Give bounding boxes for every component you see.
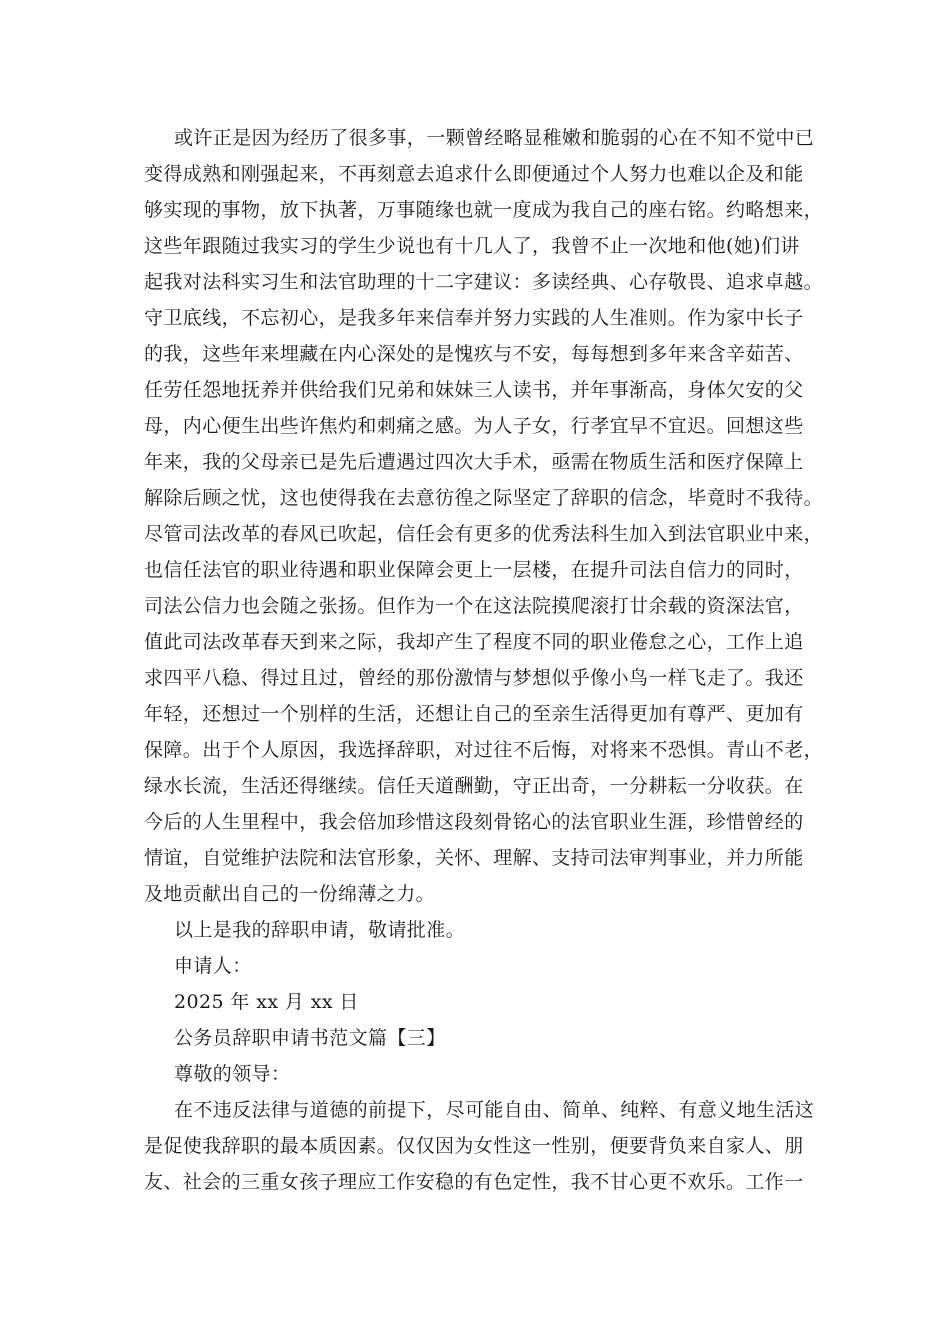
date-text: 2025 年 xx 月 xx 日 — [174, 991, 359, 1013]
paragraph-line: 的我，这些年来埋藏在内心深处的是愧疚与不安，每每想到多年来含辛茹苦、 — [144, 343, 804, 365]
paragraph-line: 情谊，自觉维护法院和法官形象，关怀、理解、支持司法审判事业，并力所能 — [144, 847, 804, 869]
paragraph-line: 这些年跟随过我实习的学生少说也有十几人了，我曾不止一次地和他(她)们讲 — [144, 235, 800, 257]
paragraph-line: 值此司法改革春天到来之际，我却产生了程度不同的职业倦怠之心，工作上追 — [144, 631, 804, 653]
paragraph-line: 尽管司法改革的春风已吹起，信任会有更多的优秀法科生加入到法官职业中来， — [144, 523, 824, 545]
paragraph-line: 年来，我的父母亲已是先后遭遇过四次大手术，亟需在物质生活和医疗保障上 — [144, 451, 804, 473]
salutation: 尊敬的领导： — [174, 1063, 291, 1085]
paragraph-line: 也信任法官的职业待遇和职业保障会更上一层楼，在提升司法自信力的同时， — [144, 559, 804, 581]
paragraph-line: 友、社会的三重女孩子理应工作安稳的有色定性，我不甘心更不欢乐。工作一 — [144, 1171, 804, 1193]
closing-text: 以上是我的辞职申请，敬请批准。 — [174, 919, 466, 941]
paragraph-line: 年轻，还想过一个别样的生活，还想让自己的至亲生活得更加有尊严、更加有 — [144, 703, 804, 725]
paragraph-line: 是促使我辞职的最本质因素。仅仅因为女性这一性别，便要背负来自家人、朋 — [144, 1135, 804, 1157]
paragraph-line: 保障。出于个人原因，我选择辞职，对过往不后悔，对将来不恐惧。青山不老， — [144, 739, 824, 761]
section-title: 公务员辞职申请书范文篇【三】 — [174, 1027, 446, 1049]
paragraph-line: 母，内心便生出些许焦灼和刺痛之感。为人子女，行孝宜早不宜迟。回想这些 — [144, 415, 804, 437]
paragraph-line: 或许正是因为经历了很多事，一颗曾经略显稚嫩和脆弱的心在不知不觉中已 — [174, 127, 815, 149]
paragraph-line: 任劳任怨地抚养并供给我们兄弟和妹妹三人读书，并年事渐高，身体欠安的父 — [144, 379, 804, 401]
paragraph-line: 在不违反法律与道德的前提下，尽可能自由、简单、纯粹、有意义地生活这 — [174, 1099, 815, 1121]
paragraph-line: 够实现的事物，放下执著，万事随缘也就一度成为我自己的座右铭。约略想来， — [144, 199, 824, 221]
paragraph-line: 求四平八稳、得过且过，曾经的那份激情与梦想似乎像小鸟一样飞走了。我还 — [144, 667, 804, 689]
paragraph-line: 及地贡献出自己的一份绵薄之力。 — [144, 883, 436, 905]
paragraph-line: 解除后顾之忧，这也使得我在去意彷徨之际坚定了辞职的信念，毕竟时不我待。 — [144, 487, 824, 509]
paragraph-line: 今后的人生里程中，我会倍加珍惜这段刻骨铭心的法官职业生涯，珍惜曾经的 — [144, 811, 804, 833]
paragraph-line: 司法公信力也会随之张扬。但作为一个在这法院摸爬滚打廿余载的资深法官， — [144, 595, 804, 617]
paragraph-line: 变得成熟和刚强起来，不再刻意去追求什么即便通过个人努力也难以企及和能 — [144, 163, 804, 185]
paragraph-line: 绿水长流，生活还得继续。信任天道酬勤，守正出奇，一分耕耘一分收获。在 — [144, 775, 804, 797]
paragraph-line: 起我对法科实习生和法官助理的十二字建议：多读经典、心存敬畏、追求卓越。 — [144, 271, 824, 293]
applicant-label: 申请人： — [174, 955, 252, 977]
paragraph-line: 守卫底线，不忘初心，是我多年来信奉并努力实践的人生准则。作为家中长子 — [144, 307, 804, 329]
